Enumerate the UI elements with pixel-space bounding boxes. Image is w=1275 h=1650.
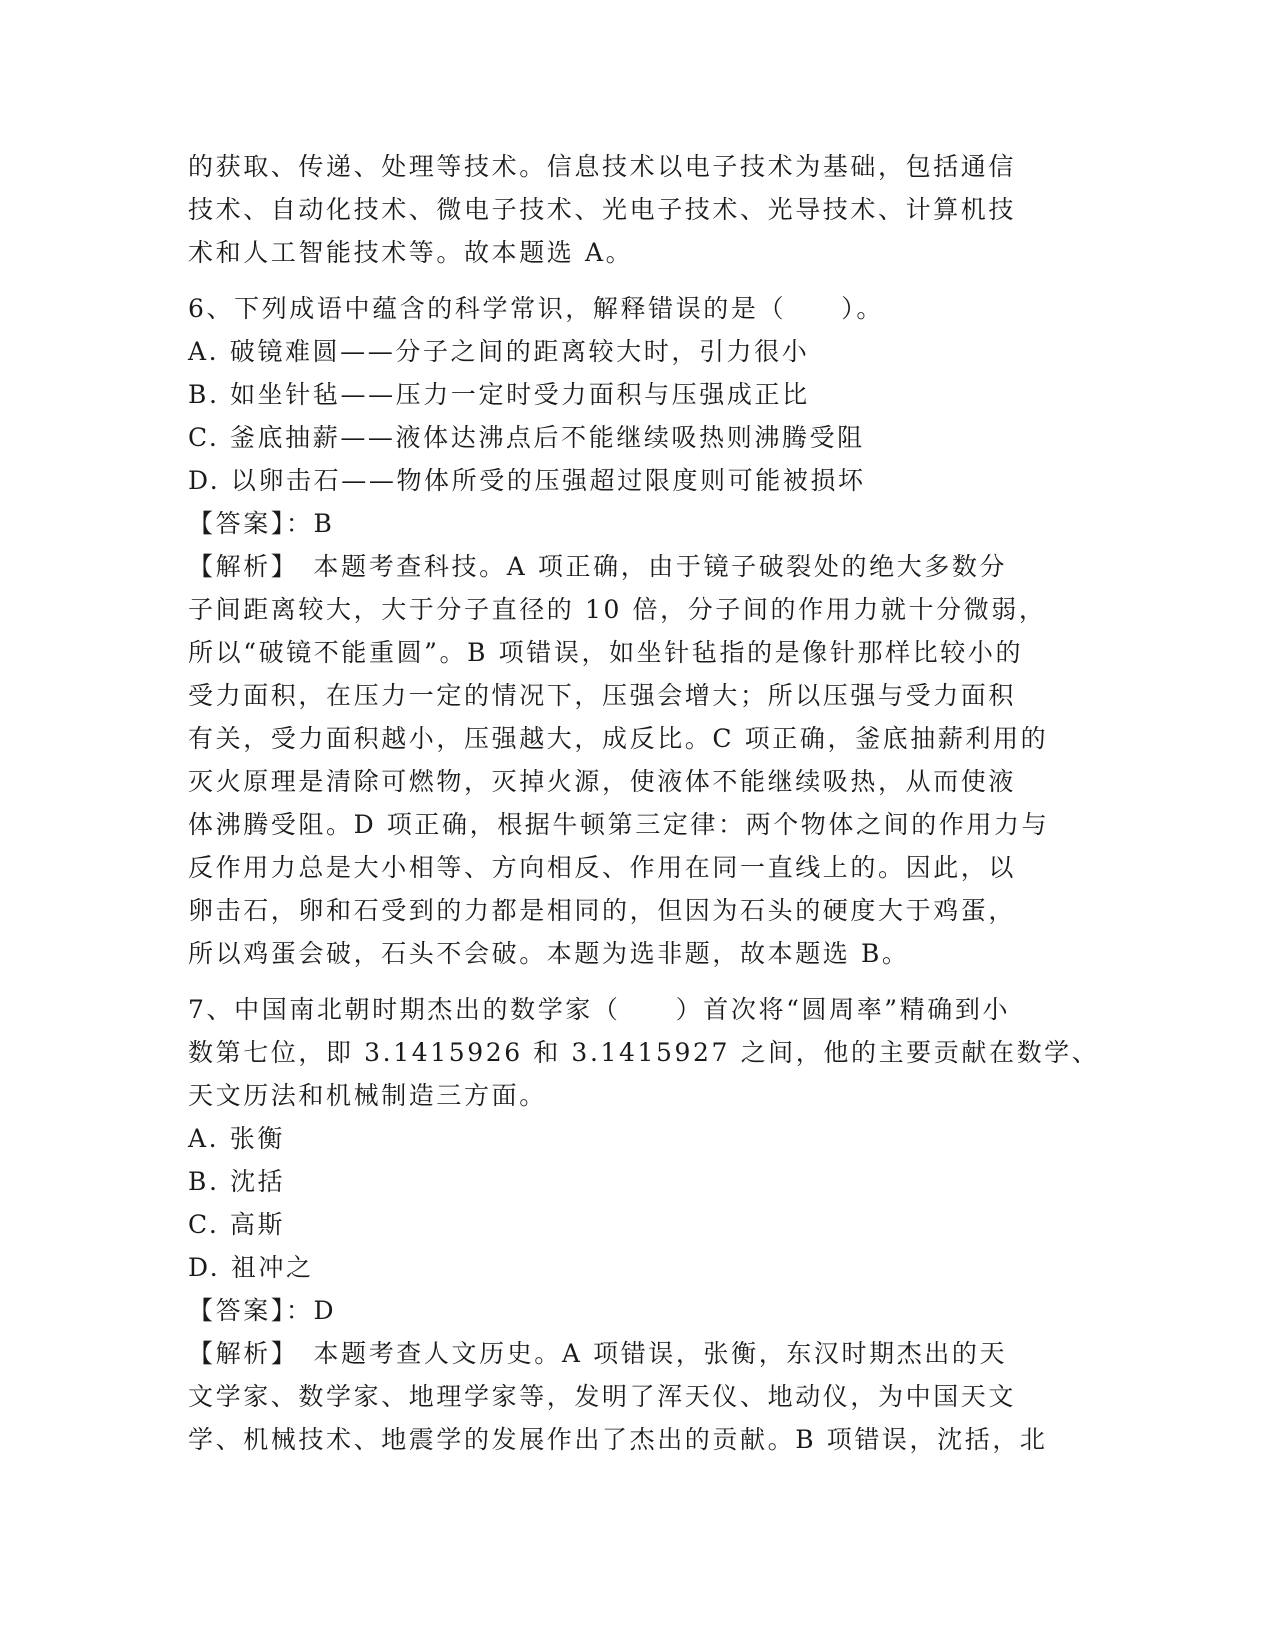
question-7-option-b: B. 沈括 bbox=[188, 1167, 286, 1196]
question-6-answer: 【答案】：B bbox=[188, 509, 335, 538]
question-6-option-d: D. 以卵击石——物体所受的压强超过限度则可能被损坏 bbox=[188, 466, 866, 495]
intro-line: 术和人工智能技术等。故本题选 A。 bbox=[188, 238, 634, 267]
question-6-analysis-line: 反作用力总是大小相等、方向相反、作用在同一直线上的。因此，以 bbox=[188, 853, 1017, 882]
question-6-option-a: A. 破镜难圆——分子之间的距离较大时，引力很小 bbox=[188, 337, 810, 366]
question-7-analysis-line: 【解析】 本题考查人文历史。A 项错误，张衡，东汉时期杰出的天 bbox=[188, 1339, 1008, 1368]
question-6-analysis-line: 所以鸡蛋会破，石头不会破。本题为选非题，故本题选 B。 bbox=[188, 939, 910, 968]
document-content bbox=[188, 145, 1100, 1461]
question-6-analysis-line: 卵击石，卵和石受到的力都是相同的，但因为石头的硬度大于鸡蛋， bbox=[188, 896, 1017, 925]
question-7-analysis-line: 文学家、数学家、地理学家等，发明了浑天仪、地动仪，为中国天文 bbox=[188, 1382, 1017, 1411]
intro-line: 技术、自动化技术、微电子技术、光电子技术、光导技术、计算机技 bbox=[188, 195, 1017, 224]
question-7 bbox=[188, 988, 1100, 1461]
question-7-option-a: A. 张衡 bbox=[188, 1124, 285, 1153]
question-6-option-c: C. 釜底抽薪——液体达沸点后不能继续吸热则沸腾受阻 bbox=[188, 423, 865, 452]
question-7-stem-line: 数第七位，即 3.1415926 和 3.1415927 之间，他的主要贡献在数学、 bbox=[188, 1038, 1100, 1067]
intro-paragraph bbox=[188, 145, 1088, 274]
question-6-analysis-line: 有关，受力面积越小，压强越大，成反比。C 项正确，釜底抽薪利用的 bbox=[188, 724, 1049, 753]
question-6 bbox=[188, 287, 1088, 975]
question-6-analysis-line: 【解析】 本题考查科技。A 项正确，由于镜子破裂处的绝大多数分 bbox=[188, 552, 1008, 581]
paragraph-gap bbox=[188, 274, 1088, 287]
question-7-stem-line: 7、中国南北朝时期杰出的数学家（ ）首次将“圆周率”精确到小 bbox=[188, 995, 1011, 1024]
question-7-stem-line: 天文历法和机械制造三方面。 bbox=[188, 1081, 547, 1110]
question-6-analysis-line: 所以“破镜不能重圆”。B 项错误，如坐针毡指的是像针那样比较小的 bbox=[188, 638, 1024, 667]
question-7-option-d: D. 祖冲之 bbox=[188, 1253, 314, 1282]
question-7-option-c: C. 高斯 bbox=[188, 1210, 286, 1239]
question-6-stem: 6、下列成语中蕴含的科学常识，解释错误的是（ ）。 bbox=[188, 294, 885, 323]
question-6-option-b: B. 如坐针毡——压力一定时受力面积与压强成正比 bbox=[188, 380, 810, 409]
question-6-analysis-line: 受力面积，在压力一定的情况下，压强会增大；所以压强与受力面积 bbox=[188, 681, 1017, 710]
question-6-analysis-line: 体沸腾受阻。D 项正确，根据牛顿第三定律：两个物体之间的作用力与 bbox=[188, 810, 1050, 839]
question-7-analysis-line: 学、机械技术、地震学的发展作出了杰出的贡献。B 项错误，沈括，北 bbox=[188, 1425, 1048, 1454]
question-7-answer: 【答案】：D bbox=[188, 1296, 337, 1325]
question-6-analysis-line: 子间距离较大，大于分子直径的 10 倍，分子间的作用力就十分微弱， bbox=[188, 595, 1047, 624]
question-6-analysis-line: 灭火原理是清除可燃物，灭掉火源，使液体不能继续吸热，从而使液 bbox=[188, 767, 1017, 796]
intro-line: 的获取、传递、处理等技术。信息技术以电子技术为基础，包括通信 bbox=[188, 152, 1017, 181]
paragraph-gap bbox=[188, 975, 1088, 988]
